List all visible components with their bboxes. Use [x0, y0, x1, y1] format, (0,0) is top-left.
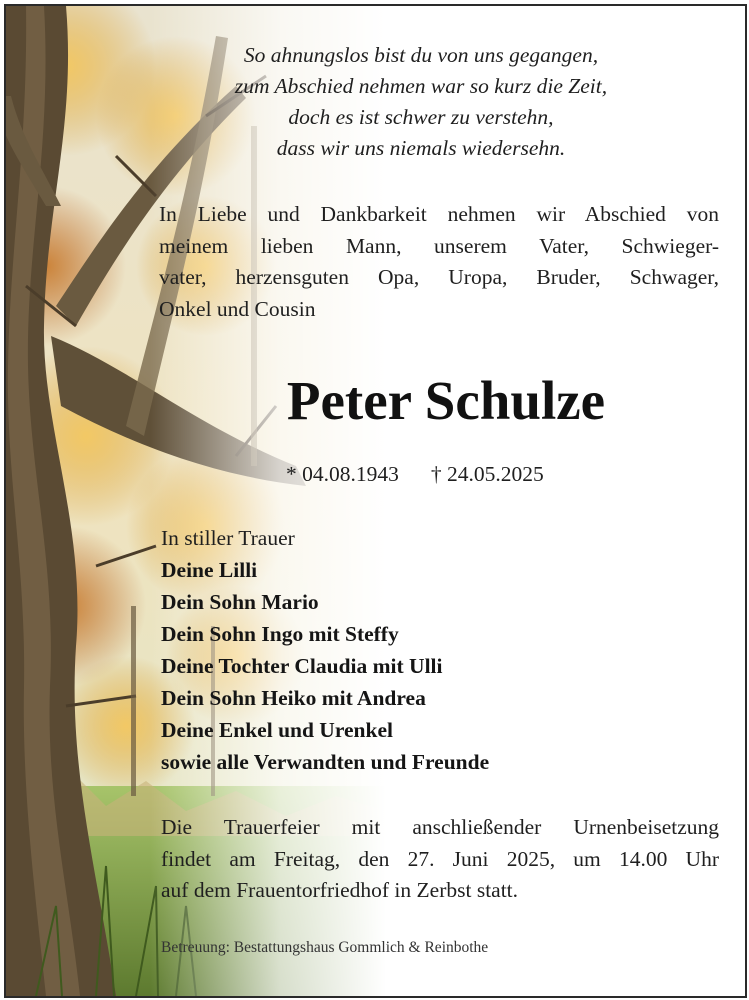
life-dates — [286, 459, 544, 489]
farewell-line: vater, herzensguten Opa, Uropa, Bruder, Schwager, — [159, 265, 719, 289]
death-date: † 24.05.2025 — [430, 462, 544, 486]
mourning-lead: In stiller Trauer — [161, 526, 295, 550]
obituary-frame — [4, 4, 747, 998]
farewell-line: In Liebe und Dankbarkeit nehmen wir Abschied von — [159, 202, 719, 226]
obituary-content — [6, 6, 745, 996]
farewell-line: meinem lieben Mann, unserem Vater, Schwieger- — [159, 233, 719, 258]
poem — [166, 40, 676, 164]
farewell-text — [159, 199, 719, 325]
mourners-list — [161, 522, 489, 778]
birth-date: * 04.08.1943 — [286, 462, 399, 486]
mourner-name: Deine Lilli — [161, 558, 258, 582]
mourner-name: Deine Enkel und Urenkel — [161, 718, 393, 742]
funeral-service-info — [161, 812, 719, 907]
service-line: findet am Freitag, den 27. Juni 2025, um 14.00 Uhr — [161, 846, 719, 871]
poem-line: So ahnungslos bist du von uns gegangen, — [243, 43, 599, 67]
funeral-home-credit: Betreuung: Bestattungshaus Gommlich & Reinbothe — [161, 939, 489, 956]
mourner-name: Deine Tochter Claudia mit Ulli — [161, 654, 443, 678]
poem-line: zum Abschied nehmen war so kurz die Zeit, — [234, 74, 608, 98]
poem-line: dass wir uns niemals wiedersehn. — [276, 136, 566, 160]
farewell-line: Onkel und Cousin — [159, 296, 316, 321]
poem-line: doch es ist schwer zu verstehn, — [288, 105, 554, 129]
deceased-name: Peter Schulze — [286, 370, 606, 431]
service-line: Die Trauerfeier mit anschließender Urnenbeisetzung — [161, 815, 719, 839]
mourner-name: Dein Sohn Ingo mit Steffy — [161, 622, 399, 646]
mourner-name: Dein Sohn Mario — [161, 590, 319, 614]
service-line: auf dem Frauentorfriedhof in Zerbst statt. — [161, 878, 519, 902]
mourner-name: Dein Sohn Heiko mit Andrea — [161, 686, 426, 710]
mourner-name: sowie alle Verwandten und Freunde — [161, 750, 490, 774]
